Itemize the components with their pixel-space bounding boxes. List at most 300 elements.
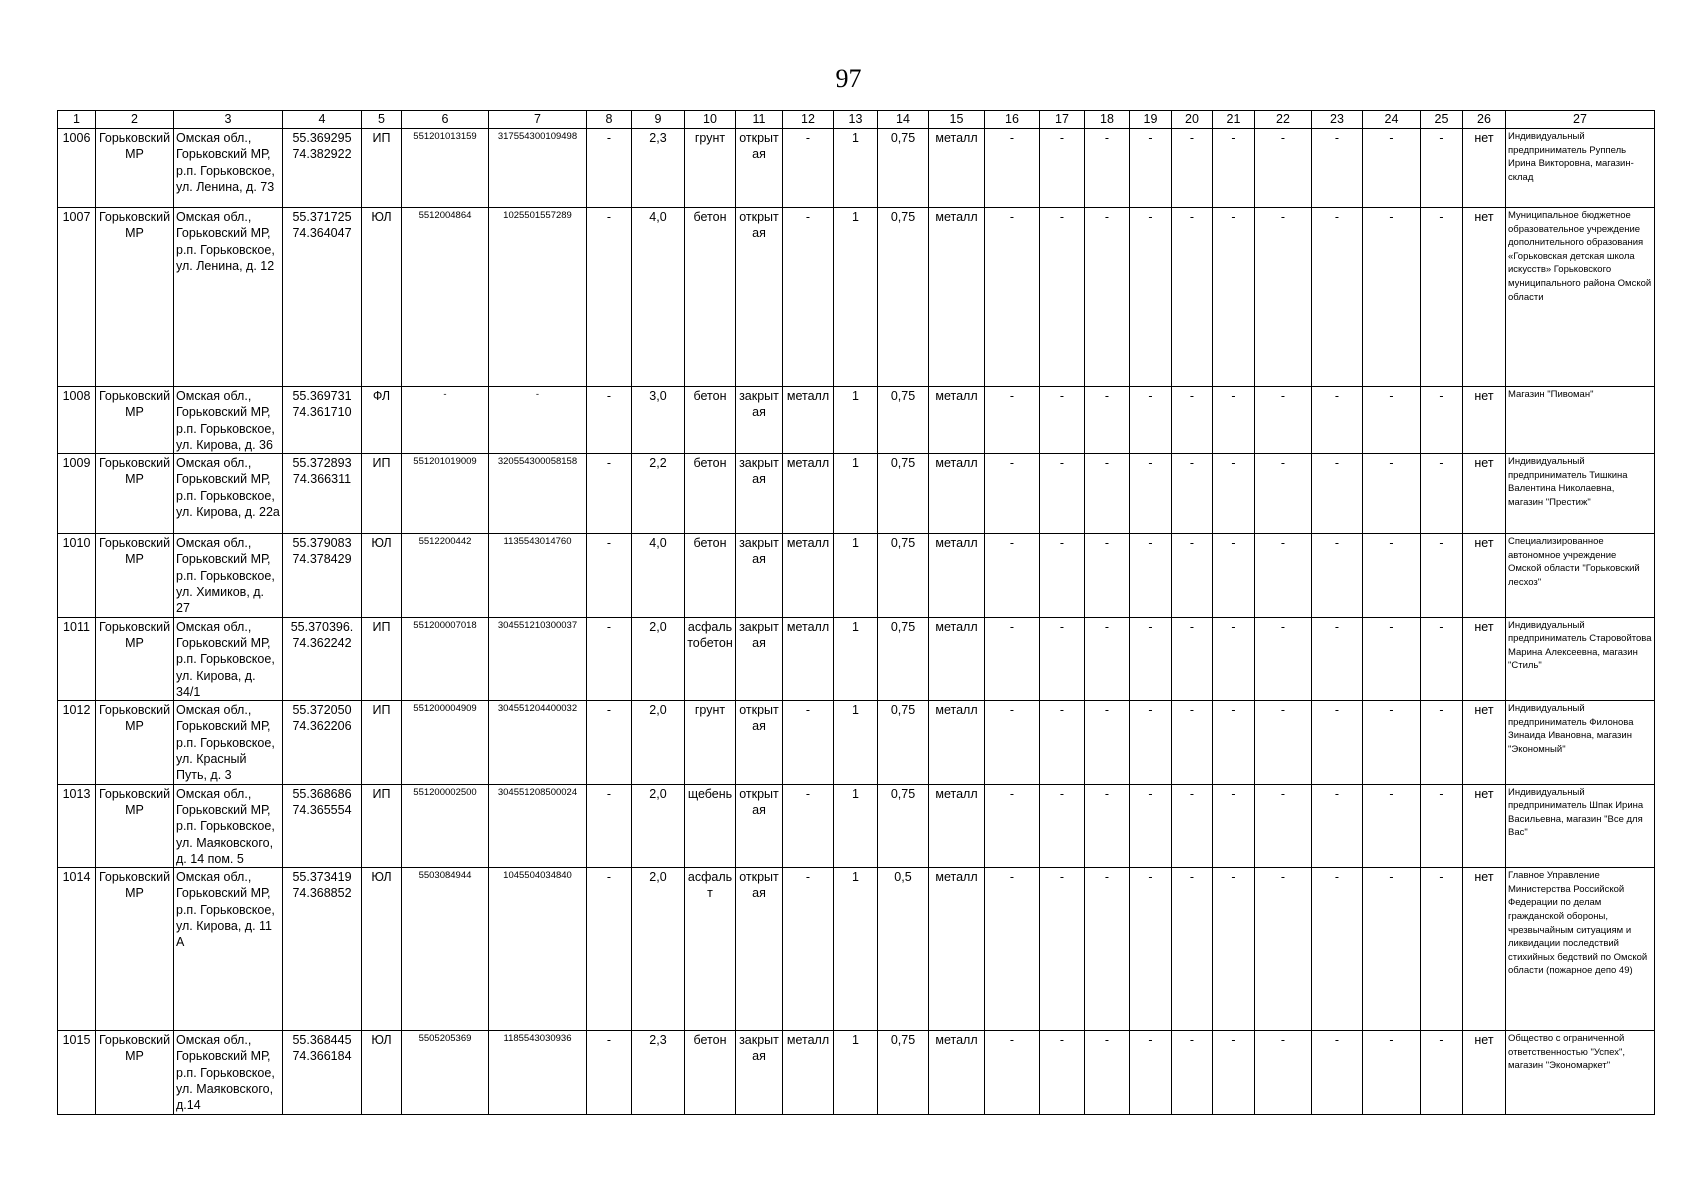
site-type: закрыт ая xyxy=(736,534,783,617)
fence-material: металл xyxy=(783,387,834,454)
column-header: 18 xyxy=(1085,111,1130,129)
column-20-value: - xyxy=(1172,784,1213,867)
owner-type: ИП xyxy=(362,129,402,208)
owner-type: ИП xyxy=(362,617,402,700)
column-17-value: - xyxy=(1040,617,1085,700)
column-20-value: - xyxy=(1172,868,1213,1031)
address: Омская обл., Горьковский МР, р.п. Горьковское, ул. Ленина, д. 73 xyxy=(174,129,283,208)
column-22-value: - xyxy=(1255,208,1312,387)
table-row xyxy=(58,701,1655,784)
container-material: металл xyxy=(929,129,985,208)
column-16-value: - xyxy=(985,868,1040,1031)
owner-type: ИП xyxy=(362,784,402,867)
container-material: металл xyxy=(929,387,985,454)
container-count: 1 xyxy=(834,868,878,1031)
column-26-value: нет xyxy=(1463,208,1506,387)
district-name: Горьковский МР xyxy=(96,784,174,867)
column-21-value: - xyxy=(1213,701,1255,784)
column-20-value: - xyxy=(1172,387,1213,454)
coordinates: 55.368686 74.365554 xyxy=(283,784,362,867)
coordinates: 55.372050 74.362206 xyxy=(283,701,362,784)
column-header: 25 xyxy=(1421,111,1463,129)
owner-type: ЮЛ xyxy=(362,208,402,387)
column-24-value: - xyxy=(1363,1031,1421,1114)
column-23-value: - xyxy=(1312,208,1363,387)
column-19-value: - xyxy=(1130,701,1172,784)
coordinates: 55.372893 74.366311 xyxy=(283,454,362,534)
address: Омская обл., Горьковский МР, р.п. Горьковское, ул. Кирова, д. 11 А xyxy=(174,868,283,1031)
page-number: 97 xyxy=(835,64,862,93)
column-17-value: - xyxy=(1040,534,1085,617)
surface-type: асфаль т xyxy=(685,868,736,1031)
address: Омская обл., Горьковский МР, р.п. Горьковское, ул. Маяковского, д.14 xyxy=(174,1031,283,1114)
waste-source: Индивидуальный предприниматель Филонова Зинаида Ивановна, магазин "Экономный" xyxy=(1506,701,1655,784)
waste-source: Магазин "Пивоман" xyxy=(1506,387,1655,454)
container-material: металл xyxy=(929,454,985,534)
column-8-value: - xyxy=(587,617,632,700)
district-name: Горьковский МР xyxy=(96,454,174,534)
site-area: 2,3 xyxy=(632,129,685,208)
site-area: 2,0 xyxy=(632,868,685,1031)
column-24-value: - xyxy=(1363,387,1421,454)
district-name: Горьковский МР xyxy=(96,617,174,700)
column-24-value: - xyxy=(1363,701,1421,784)
waste-source: Муниципальное бюджетное образовательное учреждение дополнительного образования «Горьковская детская школа искусств» Горьковского муниципального района Омской области xyxy=(1506,208,1655,387)
column-18-value: - xyxy=(1085,1031,1130,1114)
column-26-value: нет xyxy=(1463,534,1506,617)
owner-type: ИП xyxy=(362,454,402,534)
surface-type: щебень xyxy=(685,784,736,867)
column-25-value: - xyxy=(1421,387,1463,454)
fence-material: металл xyxy=(783,534,834,617)
column-22-value: - xyxy=(1255,454,1312,534)
container-count: 1 xyxy=(834,617,878,700)
column-25-value: - xyxy=(1421,1031,1463,1114)
table-row xyxy=(58,868,1655,1031)
site-type: открыт ая xyxy=(736,701,783,784)
container-volume: 0,75 xyxy=(878,129,929,208)
fence-material: - xyxy=(783,129,834,208)
site-area: 4,0 xyxy=(632,208,685,387)
address: Омская обл., Горьковский МР, р.п. Горьковское, ул. Кирова, д. 22а xyxy=(174,454,283,534)
column-header: 20 xyxy=(1172,111,1213,129)
column-22-value: - xyxy=(1255,387,1312,454)
column-18-value: - xyxy=(1085,617,1130,700)
column-25-value: - xyxy=(1421,701,1463,784)
column-23-value: - xyxy=(1312,387,1363,454)
table-row xyxy=(58,617,1655,700)
table-row xyxy=(58,387,1655,454)
site-type: закрыт ая xyxy=(736,1031,783,1114)
surface-type: грунт xyxy=(685,701,736,784)
column-22-value: - xyxy=(1255,701,1312,784)
column-26-value: нет xyxy=(1463,868,1506,1031)
column-17-value: - xyxy=(1040,387,1085,454)
row-number: 1013 xyxy=(58,784,96,867)
table-row xyxy=(58,454,1655,534)
site-area: 4,0 xyxy=(632,534,685,617)
registry-table xyxy=(57,110,1655,1115)
column-25-value: - xyxy=(1421,617,1463,700)
column-16-value: - xyxy=(985,617,1040,700)
column-22-value: - xyxy=(1255,868,1312,1031)
fence-material: - xyxy=(783,784,834,867)
site-area: 2,2 xyxy=(632,454,685,534)
column-22-value: - xyxy=(1255,784,1312,867)
fence-material: - xyxy=(783,701,834,784)
container-count: 1 xyxy=(834,701,878,784)
column-25-value: - xyxy=(1421,208,1463,387)
column-header: 22 xyxy=(1255,111,1312,129)
fence-material: металл xyxy=(783,617,834,700)
column-header: 2 xyxy=(96,111,174,129)
row-number: 1006 xyxy=(58,129,96,208)
row-number: 1010 xyxy=(58,534,96,617)
fence-material: металл xyxy=(783,454,834,534)
column-8-value: - xyxy=(587,1031,632,1114)
container-count: 1 xyxy=(834,387,878,454)
waste-source: Специализированное автономное учреждение Омской области "Горьковский лесхоз" xyxy=(1506,534,1655,617)
column-21-value: - xyxy=(1213,784,1255,867)
column-17-value: - xyxy=(1040,868,1085,1031)
column-8-value: - xyxy=(587,868,632,1031)
column-25-value: - xyxy=(1421,868,1463,1031)
column-16-value: - xyxy=(985,1031,1040,1114)
owner-type: ИП xyxy=(362,701,402,784)
column-26-value: нет xyxy=(1463,387,1506,454)
column-number-row xyxy=(58,111,1655,129)
column-16-value: - xyxy=(985,454,1040,534)
container-volume: 0,75 xyxy=(878,534,929,617)
container-material: металл xyxy=(929,208,985,387)
column-23-value: - xyxy=(1312,454,1363,534)
column-8-value: - xyxy=(587,701,632,784)
inn: 5505205369 xyxy=(402,1031,489,1114)
column-19-value: - xyxy=(1130,784,1172,867)
column-22-value: - xyxy=(1255,617,1312,700)
row-number: 1008 xyxy=(58,387,96,454)
container-material: металл xyxy=(929,617,985,700)
waste-source: Главное Управление Министерства Российской Федерации по делам гражданской обороны, чрезвычайным ситуациям и ликвидации последствий стихийных бедствий по Омской области (пожарное депо 49) xyxy=(1506,868,1655,1031)
column-18-value: - xyxy=(1085,784,1130,867)
column-23-value: - xyxy=(1312,1031,1363,1114)
column-header: 8 xyxy=(587,111,632,129)
site-type: закрыт ая xyxy=(736,617,783,700)
column-8-value: - xyxy=(587,454,632,534)
owner-type: ЮЛ xyxy=(362,868,402,1031)
surface-type: асфаль тобетон xyxy=(685,617,736,700)
column-26-value: нет xyxy=(1463,617,1506,700)
site-area: 2,3 xyxy=(632,1031,685,1114)
address: Омская обл., Горьковский МР, р.п. Горьковское, ул. Ленина, д. 12 xyxy=(174,208,283,387)
column-25-value: - xyxy=(1421,129,1463,208)
column-21-value: - xyxy=(1213,454,1255,534)
column-20-value: - xyxy=(1172,701,1213,784)
column-17-value: - xyxy=(1040,129,1085,208)
owner-type: ЮЛ xyxy=(362,534,402,617)
site-type: закрыт ая xyxy=(736,454,783,534)
site-type: закрыт ая xyxy=(736,387,783,454)
inn: 551201013159 xyxy=(402,129,489,208)
column-header: 5 xyxy=(362,111,402,129)
ogrn: 304551204400032 xyxy=(489,701,587,784)
column-20-value: - xyxy=(1172,129,1213,208)
container-count: 1 xyxy=(834,129,878,208)
district-name: Горьковский МР xyxy=(96,701,174,784)
column-header: 19 xyxy=(1130,111,1172,129)
column-19-value: - xyxy=(1130,1031,1172,1114)
container-volume: 0,75 xyxy=(878,1031,929,1114)
ogrn: 1045504034840 xyxy=(489,868,587,1031)
coordinates: 55.370396. 74.362242 xyxy=(283,617,362,700)
column-24-value: - xyxy=(1363,534,1421,617)
inn: - xyxy=(402,387,489,454)
inn: 5503084944 xyxy=(402,868,489,1031)
column-8-value: - xyxy=(587,129,632,208)
column-header: 4 xyxy=(283,111,362,129)
ogrn: - xyxy=(489,387,587,454)
column-19-value: - xyxy=(1130,534,1172,617)
column-22-value: - xyxy=(1255,534,1312,617)
column-25-value: - xyxy=(1421,784,1463,867)
container-count: 1 xyxy=(834,784,878,867)
surface-type: грунт xyxy=(685,129,736,208)
column-26-value: нет xyxy=(1463,701,1506,784)
column-18-value: - xyxy=(1085,868,1130,1031)
column-24-value: - xyxy=(1363,617,1421,700)
ogrn: 320554300058158 xyxy=(489,454,587,534)
column-21-value: - xyxy=(1213,208,1255,387)
column-16-value: - xyxy=(985,208,1040,387)
column-header: 26 xyxy=(1463,111,1506,129)
address: Омская обл., Горьковский МР, р.п. Горьковское, ул. Маяковского, д. 14 пом. 5 xyxy=(174,784,283,867)
column-22-value: - xyxy=(1255,129,1312,208)
column-header: 14 xyxy=(878,111,929,129)
table-row xyxy=(58,784,1655,867)
container-count: 1 xyxy=(834,1031,878,1114)
table-row xyxy=(58,534,1655,617)
column-23-value: - xyxy=(1312,617,1363,700)
column-header: 7 xyxy=(489,111,587,129)
waste-source: Индивидуальный предприниматель Тишкина Валентина Николаевна, магазин "Престиж" xyxy=(1506,454,1655,534)
column-17-value: - xyxy=(1040,701,1085,784)
column-23-value: - xyxy=(1312,129,1363,208)
column-20-value: - xyxy=(1172,534,1213,617)
surface-type: бетон xyxy=(685,387,736,454)
column-24-value: - xyxy=(1363,208,1421,387)
row-number: 1014 xyxy=(58,868,96,1031)
column-23-value: - xyxy=(1312,868,1363,1031)
column-24-value: - xyxy=(1363,784,1421,867)
column-18-value: - xyxy=(1085,129,1130,208)
column-8-value: - xyxy=(587,387,632,454)
site-type: открыт ая xyxy=(736,868,783,1031)
column-19-value: - xyxy=(1130,868,1172,1031)
container-count: 1 xyxy=(834,208,878,387)
district-name: Горьковский МР xyxy=(96,387,174,454)
fence-material: - xyxy=(783,208,834,387)
coordinates: 55.373419 74.368852 xyxy=(283,868,362,1031)
inn: 551201019009 xyxy=(402,454,489,534)
column-18-value: - xyxy=(1085,454,1130,534)
column-25-value: - xyxy=(1421,534,1463,617)
container-material: металл xyxy=(929,868,985,1031)
site-area: 3,0 xyxy=(632,387,685,454)
inn: 551200007018 xyxy=(402,617,489,700)
column-19-value: - xyxy=(1130,454,1172,534)
column-header: 13 xyxy=(834,111,878,129)
container-volume: 0,75 xyxy=(878,617,929,700)
owner-type: ЮЛ xyxy=(362,1031,402,1114)
fence-material: - xyxy=(783,868,834,1031)
column-20-value: - xyxy=(1172,208,1213,387)
district-name: Горьковский МР xyxy=(96,1031,174,1114)
ogrn: 304551210300037 xyxy=(489,617,587,700)
column-header: 27 xyxy=(1506,111,1655,129)
coordinates: 55.368445 74.366184 xyxy=(283,1031,362,1114)
ogrn: 317554300109498 xyxy=(489,129,587,208)
district-name: Горьковский МР xyxy=(96,868,174,1031)
column-21-value: - xyxy=(1213,868,1255,1031)
surface-type: бетон xyxy=(685,534,736,617)
column-header: 21 xyxy=(1213,111,1255,129)
column-8-value: - xyxy=(587,784,632,867)
column-header: 15 xyxy=(929,111,985,129)
column-header: 24 xyxy=(1363,111,1421,129)
column-23-value: - xyxy=(1312,784,1363,867)
column-8-value: - xyxy=(587,208,632,387)
column-21-value: - xyxy=(1213,1031,1255,1114)
column-25-value: - xyxy=(1421,454,1463,534)
column-header: 23 xyxy=(1312,111,1363,129)
inn: 5512200442 xyxy=(402,534,489,617)
owner-type: ФЛ xyxy=(362,387,402,454)
coordinates: 55.369731 74.361710 xyxy=(283,387,362,454)
row-number: 1012 xyxy=(58,701,96,784)
column-18-value: - xyxy=(1085,701,1130,784)
inn: 551200002500 xyxy=(402,784,489,867)
site-type: открыт ая xyxy=(736,129,783,208)
column-header: 11 xyxy=(736,111,783,129)
container-volume: 0,75 xyxy=(878,784,929,867)
ogrn: 1135543014760 xyxy=(489,534,587,617)
column-21-value: - xyxy=(1213,617,1255,700)
container-count: 1 xyxy=(834,534,878,617)
column-header: 9 xyxy=(632,111,685,129)
column-17-value: - xyxy=(1040,454,1085,534)
container-material: металл xyxy=(929,1031,985,1114)
container-volume: 0,75 xyxy=(878,387,929,454)
ogrn: 304551208500024 xyxy=(489,784,587,867)
column-19-value: - xyxy=(1130,387,1172,454)
address: Омская обл., Горьковский МР, р.п. Горьковское, ул. Химиков, д. 27 xyxy=(174,534,283,617)
column-24-value: - xyxy=(1363,454,1421,534)
fence-material: металл xyxy=(783,1031,834,1114)
column-8-value: - xyxy=(587,534,632,617)
column-21-value: - xyxy=(1213,129,1255,208)
district-name: Горьковский МР xyxy=(96,208,174,387)
site-type: открыт ая xyxy=(736,784,783,867)
surface-type: бетон xyxy=(685,208,736,387)
column-17-value: - xyxy=(1040,208,1085,387)
address: Омская обл., Горьковский МР, р.п. Горьковское, ул. Кирова, д. 34/1 xyxy=(174,617,283,700)
waste-source: Общество с ограниченной ответственностью "Успех", магазин "Экономаркет" xyxy=(1506,1031,1655,1114)
coordinates: 55.369295 74.382922 xyxy=(283,129,362,208)
column-18-value: - xyxy=(1085,534,1130,617)
column-16-value: - xyxy=(985,387,1040,454)
column-23-value: - xyxy=(1312,534,1363,617)
inn: 5512004864 xyxy=(402,208,489,387)
row-number: 1007 xyxy=(58,208,96,387)
coordinates: 55.371725 74.364047 xyxy=(283,208,362,387)
container-volume: 0,5 xyxy=(878,868,929,1031)
column-26-value: нет xyxy=(1463,784,1506,867)
address: Омская обл., Горьковский МР, р.п. Горьковское, ул. Красный Путь, д. 3 xyxy=(174,701,283,784)
site-area: 2,0 xyxy=(632,784,685,867)
district-name: Горьковский МР xyxy=(96,129,174,208)
column-19-value: - xyxy=(1130,208,1172,387)
surface-type: бетон xyxy=(685,454,736,534)
column-header: 10 xyxy=(685,111,736,129)
site-type: открыт ая xyxy=(736,208,783,387)
column-24-value: - xyxy=(1363,868,1421,1031)
column-17-value: - xyxy=(1040,1031,1085,1114)
coordinates: 55.379083 74.378429 xyxy=(283,534,362,617)
column-23-value: - xyxy=(1312,701,1363,784)
column-21-value: - xyxy=(1213,534,1255,617)
column-20-value: - xyxy=(1172,1031,1213,1114)
container-material: металл xyxy=(929,784,985,867)
container-volume: 0,75 xyxy=(878,454,929,534)
column-19-value: - xyxy=(1130,129,1172,208)
district-name: Горьковский МР xyxy=(96,534,174,617)
waste-source: Индивидуальный предприниматель Старовойтова Марина Алексеевна, магазин "Стиль" xyxy=(1506,617,1655,700)
container-volume: 0,75 xyxy=(878,208,929,387)
column-26-value: нет xyxy=(1463,454,1506,534)
column-18-value: - xyxy=(1085,387,1130,454)
column-header: 16 xyxy=(985,111,1040,129)
column-26-value: нет xyxy=(1463,129,1506,208)
ogrn: 1025501557289 xyxy=(489,208,587,387)
container-count: 1 xyxy=(834,454,878,534)
column-16-value: - xyxy=(985,129,1040,208)
column-header: 17 xyxy=(1040,111,1085,129)
column-22-value: - xyxy=(1255,1031,1312,1114)
column-16-value: - xyxy=(985,701,1040,784)
column-26-value: нет xyxy=(1463,1031,1506,1114)
inn: 551200004909 xyxy=(402,701,489,784)
waste-source: Индивидуальный предприниматель Руппель Ирина Викторовна, магазин-склад xyxy=(1506,129,1655,208)
column-header: 1 xyxy=(58,111,96,129)
column-16-value: - xyxy=(985,784,1040,867)
column-18-value: - xyxy=(1085,208,1130,387)
row-number: 1009 xyxy=(58,454,96,534)
container-volume: 0,75 xyxy=(878,701,929,784)
column-21-value: - xyxy=(1213,387,1255,454)
table-row xyxy=(58,1031,1655,1114)
column-17-value: - xyxy=(1040,784,1085,867)
column-20-value: - xyxy=(1172,617,1213,700)
row-number: 1015 xyxy=(58,1031,96,1114)
table-row xyxy=(58,129,1655,208)
table-row xyxy=(58,208,1655,387)
column-24-value: - xyxy=(1363,129,1421,208)
column-header: 6 xyxy=(402,111,489,129)
column-19-value: - xyxy=(1130,617,1172,700)
column-16-value: - xyxy=(985,534,1040,617)
container-material: металл xyxy=(929,701,985,784)
surface-type: бетон xyxy=(685,1031,736,1114)
